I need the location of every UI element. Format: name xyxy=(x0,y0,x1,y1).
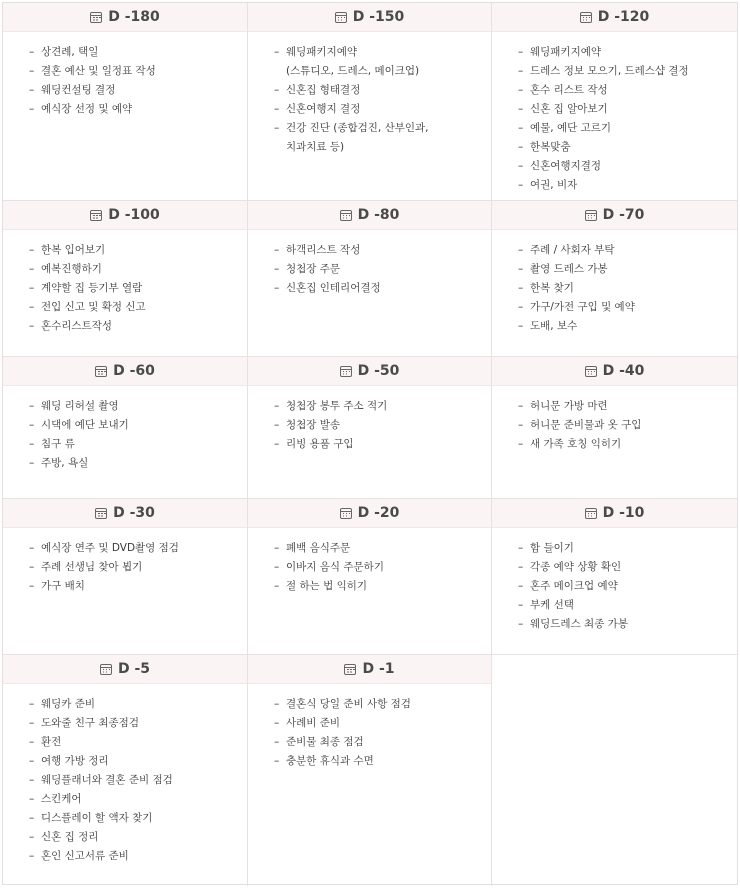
checklist-card xyxy=(248,499,492,654)
card-header xyxy=(3,655,247,684)
checklist-grid xyxy=(2,2,738,885)
task-item: – 웨딩컨설팅 결정 xyxy=(29,81,247,100)
task-item: – 허니문 가방 마련 xyxy=(518,397,737,416)
task-item-text: (스튜디오, 드레스, 메이크업) xyxy=(286,65,420,77)
checklist-card xyxy=(492,499,737,654)
task-item: – 침구 류 xyxy=(29,435,247,454)
task-item: – 결혼식 당일 준비 사항 점검 xyxy=(274,695,491,714)
card-header xyxy=(3,357,247,386)
calendar-icon xyxy=(585,366,597,377)
calendar-icon xyxy=(95,508,107,519)
task-list xyxy=(492,386,737,454)
checklist-card xyxy=(3,3,248,200)
task-item: – 웨딩 리허설 촬영 xyxy=(29,397,247,416)
card-header xyxy=(3,201,247,230)
card-header xyxy=(248,499,491,528)
checklist-card xyxy=(248,3,492,200)
checklist-card xyxy=(492,201,737,356)
task-list xyxy=(492,230,737,336)
checklist-card xyxy=(492,3,737,200)
grid-row xyxy=(3,357,737,499)
task-item xyxy=(274,43,491,81)
card-header xyxy=(3,499,247,528)
task-item-text: – 웨딩패키지예약 xyxy=(286,46,358,58)
task-item: – 주례 선생님 찾아 뵙기 xyxy=(29,558,247,577)
task-item: – 도배, 보수 xyxy=(518,317,737,336)
empty-cell xyxy=(492,655,737,886)
task-item: – 웨딩드레스 최종 가봉 xyxy=(518,615,737,634)
task-item: – 예물, 예단 고르기 xyxy=(518,119,737,138)
task-item: – 충분한 휴식과 수면 xyxy=(274,752,491,771)
task-item: – 리빙 용품 구입 xyxy=(274,435,491,454)
task-item: – 혼인 신고서류 준비 xyxy=(29,847,247,866)
checklist-card xyxy=(3,201,248,356)
card-header xyxy=(492,499,737,528)
task-item: – 혼주 메이크업 예약 xyxy=(518,577,737,596)
task-item: – 예복진행하기 xyxy=(29,260,247,279)
card-title: D -80 xyxy=(357,207,400,223)
task-item: – 청첩장 발송 xyxy=(274,416,491,435)
task-item: – 웨딩플래너와 결혼 준비 점검 xyxy=(29,771,247,790)
task-list xyxy=(248,386,491,454)
task-item: – 이바지 음식 주문하기 xyxy=(274,558,491,577)
card-title: D -120 xyxy=(597,9,650,25)
task-list xyxy=(3,386,247,473)
checklist-card xyxy=(248,201,492,356)
card-title: D -100 xyxy=(108,207,160,223)
task-item: – 환전 xyxy=(29,733,247,752)
calendar-icon xyxy=(340,508,352,519)
task-item: – 전입 신고 및 확정 신고 xyxy=(29,298,247,317)
task-item: – 새 가족 호칭 익히기 xyxy=(518,435,737,454)
task-item: – 계약할 집 등기부 열람 xyxy=(29,279,247,298)
task-item: – 스킨케어 xyxy=(29,790,247,809)
task-item: – 준비물 최종 점검 xyxy=(274,733,491,752)
checklist-card xyxy=(3,655,248,886)
card-title: D -30 xyxy=(113,505,155,521)
task-item: – 폐백 음식주문 xyxy=(274,539,491,558)
task-item xyxy=(274,119,491,157)
calendar-icon xyxy=(344,664,356,675)
card-title: D -50 xyxy=(357,363,400,379)
task-item: – 신혼여행지 결정 xyxy=(274,100,491,119)
grid-row xyxy=(3,201,737,357)
calendar-icon xyxy=(580,12,592,23)
task-item: – 주례 / 사회자 부탁 xyxy=(518,241,737,260)
task-item: – 주방, 욕실 xyxy=(29,454,247,473)
calendar-icon xyxy=(335,12,347,23)
grid-row xyxy=(3,499,737,655)
checklist-card xyxy=(248,357,492,498)
task-item: – 신혼집 인테리어결정 xyxy=(274,279,491,298)
task-item: – 가구/가전 구입 및 예약 xyxy=(518,298,737,317)
task-item: – 드레스 정보 모으기, 드레스샵 결정 xyxy=(518,62,737,81)
task-item: – 웨딩패키지예약 xyxy=(518,43,737,62)
task-list xyxy=(248,230,491,298)
card-header xyxy=(3,3,247,32)
calendar-icon xyxy=(90,210,102,221)
task-item: – 신혼여행지결정 xyxy=(518,157,737,176)
card-header xyxy=(492,3,737,32)
calendar-icon xyxy=(340,210,352,221)
grid-row xyxy=(3,3,737,201)
card-header xyxy=(248,201,491,230)
task-item: – 상견례, 택일 xyxy=(29,43,247,62)
card-title: D -150 xyxy=(352,9,405,25)
calendar-icon xyxy=(585,210,597,221)
checklist-card xyxy=(492,357,737,498)
calendar-icon xyxy=(340,366,352,377)
task-list xyxy=(248,684,491,771)
task-item: – 한복 찾기 xyxy=(518,279,737,298)
calendar-icon xyxy=(100,664,112,675)
card-title: D -40 xyxy=(602,363,645,379)
card-title: D -70 xyxy=(602,207,645,223)
card-title: D -1 xyxy=(362,661,395,677)
task-item: – 신혼 집 알아보기 xyxy=(518,100,737,119)
task-list xyxy=(492,32,737,195)
task-item-text: – 건강 진단 (종합검진, 산부인과, xyxy=(286,122,429,134)
task-item: – 한복 입어보기 xyxy=(29,241,247,260)
task-item: – 청첩장 주문 xyxy=(274,260,491,279)
task-item: – 함 들이기 xyxy=(518,539,737,558)
task-item: – 예식장 연주 및 DVD촬영 점검 xyxy=(29,539,247,558)
task-list xyxy=(3,230,247,336)
task-item: – 절 하는 법 익히기 xyxy=(274,577,491,596)
task-list xyxy=(248,32,491,157)
task-item: – 가구 배치 xyxy=(29,577,247,596)
task-item: – 예식장 선정 및 예약 xyxy=(29,100,247,119)
task-list xyxy=(3,528,247,596)
card-header xyxy=(492,201,737,230)
checklist-card xyxy=(248,655,492,886)
task-item: – 허니문 준비물과 옷 구입 xyxy=(518,416,737,435)
checklist-card xyxy=(3,499,248,654)
task-list xyxy=(248,528,491,596)
calendar-icon xyxy=(585,508,597,519)
card-title: D -20 xyxy=(357,505,400,521)
calendar-icon xyxy=(90,12,102,23)
task-item: – 부케 선택 xyxy=(518,596,737,615)
card-header xyxy=(492,357,737,386)
task-item: – 각종 예약 상황 확인 xyxy=(518,558,737,577)
card-header xyxy=(248,655,491,684)
task-item: – 사례비 준비 xyxy=(274,714,491,733)
task-item: – 혼수리스트작성 xyxy=(29,317,247,336)
task-item: – 시댁에 예단 보내기 xyxy=(29,416,247,435)
card-header xyxy=(248,357,491,386)
card-title: D -180 xyxy=(108,9,160,25)
task-item: – 혼수 리스트 작성 xyxy=(518,81,737,100)
task-item-text: 치과치료 등) xyxy=(286,141,345,153)
task-item: – 촬영 드레스 가봉 xyxy=(518,260,737,279)
card-title: D -60 xyxy=(113,363,155,379)
task-list xyxy=(492,528,737,634)
task-item: – 청첩장 봉투 주소 적기 xyxy=(274,397,491,416)
calendar-icon xyxy=(95,366,107,377)
task-item: – 웨딩카 준비 xyxy=(29,695,247,714)
task-item: – 하객리스트 작성 xyxy=(274,241,491,260)
task-item: – 도와줄 친구 최종점검 xyxy=(29,714,247,733)
task-list xyxy=(3,684,247,866)
task-item: – 한복맞춤 xyxy=(518,138,737,157)
grid-row xyxy=(3,655,737,886)
task-item: – 신혼 집 정리 xyxy=(29,828,247,847)
task-item: – 디스플레이 할 액자 찾기 xyxy=(29,809,247,828)
checklist-card xyxy=(3,357,248,498)
task-item: – 여권, 비자 xyxy=(518,176,737,195)
card-title: D -10 xyxy=(602,505,645,521)
card-title: D -5 xyxy=(117,661,151,677)
task-list xyxy=(3,32,247,119)
task-item: – 신혼집 형태결정 xyxy=(274,81,491,100)
task-item: – 결혼 예산 및 일정표 작성 xyxy=(29,62,247,81)
card-header xyxy=(248,3,491,32)
task-item: – 여행 가방 정리 xyxy=(29,752,247,771)
